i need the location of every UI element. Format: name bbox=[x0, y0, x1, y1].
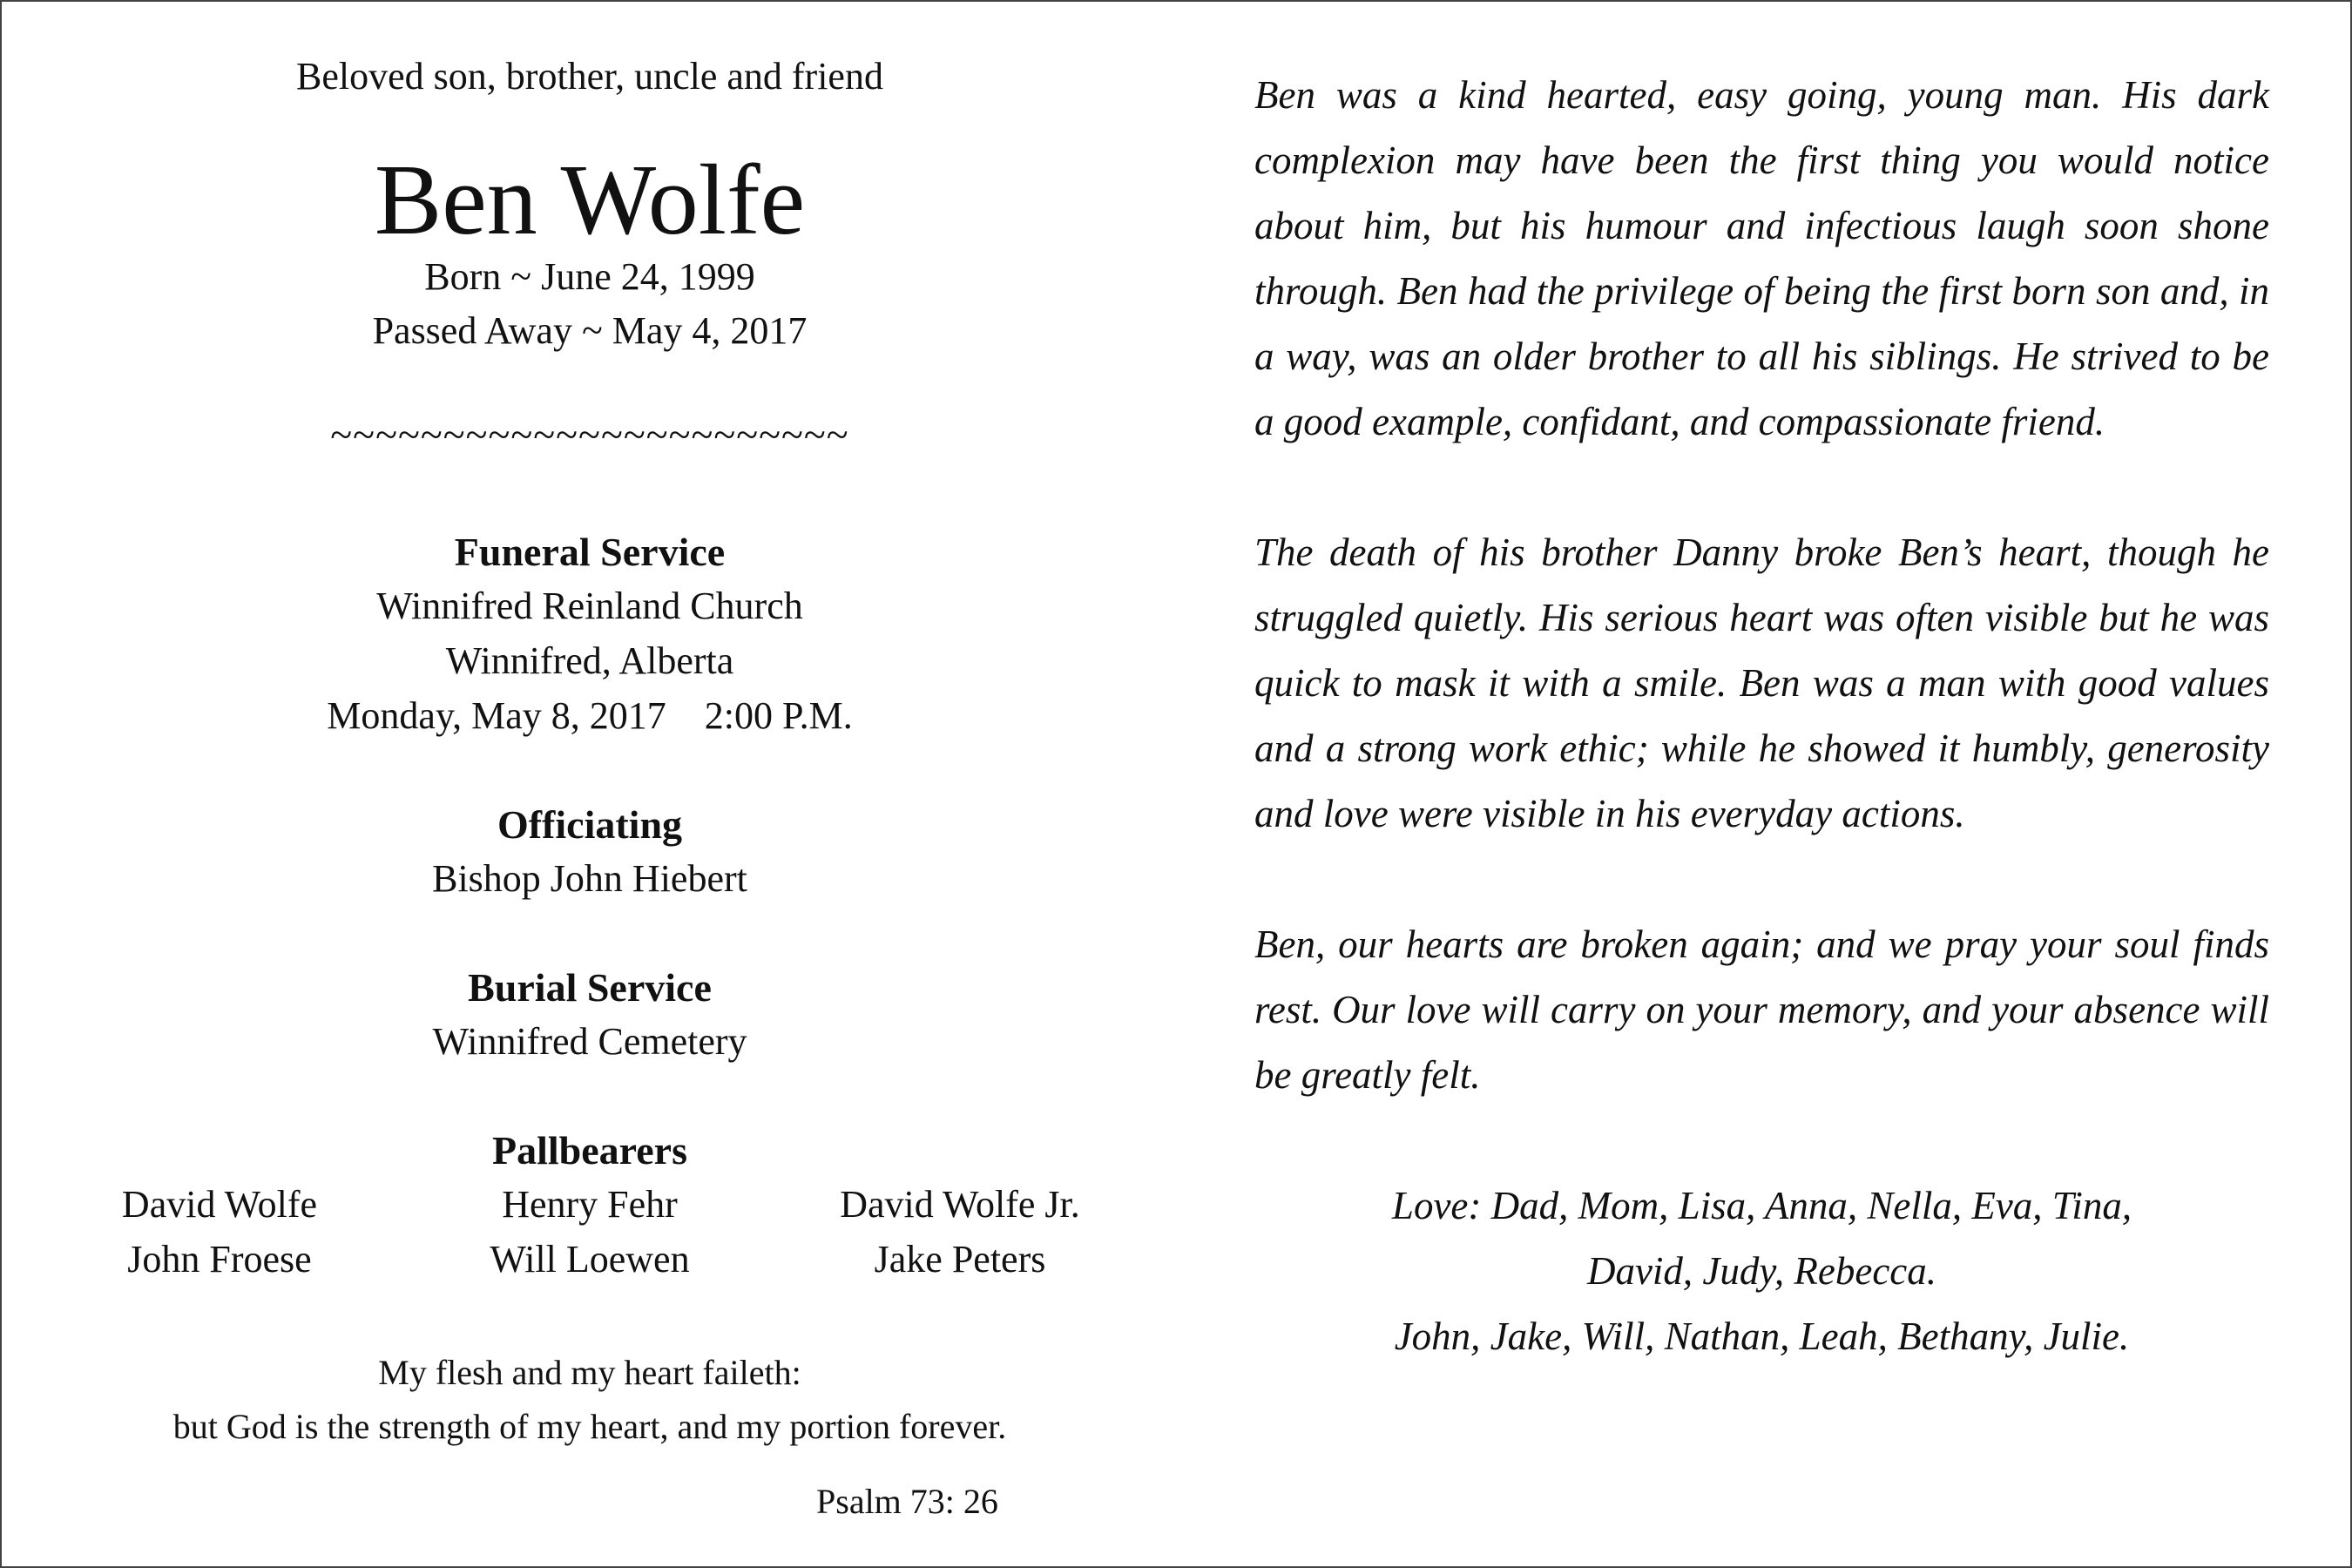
birth-date: Born ~ June 24, 1999 bbox=[424, 255, 755, 298]
verse-citation: Psalm 73: 26 bbox=[816, 1482, 998, 1521]
pallbearers-row bbox=[2, 1237, 1178, 1286]
burial-service-heading: Burial Service bbox=[468, 965, 712, 1010]
funeral-service-heading: Funeral Service bbox=[454, 530, 726, 574]
deceased-name: Ben Wolfe bbox=[374, 145, 806, 256]
verse-line-1: My flesh and my heart faileth: bbox=[378, 1353, 801, 1392]
pallbearer-name: John Froese bbox=[127, 1238, 312, 1281]
divider: ~~~~~~~~~~~~~~~~~~~~~~~ bbox=[330, 412, 849, 456]
family-signoff bbox=[1254, 1173, 2269, 1369]
funeral-date: Monday, May 8, 2017 bbox=[327, 694, 666, 737]
pallbearer-name: Jake Peters bbox=[874, 1238, 1046, 1281]
family-line: John, Jake, Will, Nathan, Leah, Bethany, Julie. bbox=[1394, 1315, 2130, 1358]
tribute-paragraph: Ben was a kind hearted, easy going, young man. His dark complexion may have been the first thing you would notice about him, but his humour and infectious laugh soon shone through. Ben had the privilege of being the first born son and, in a way, was an older brother to all his siblings. He strived to be a good example, confidant, and compassionate friend. bbox=[1254, 73, 2269, 443]
tribute-paragraph: The death of his brother Danny broke Ben’s heart, though he struggled quietly. His serious heart was often visible but he was quick to mask it with a smile. Ben was a man with good values and a strong work ethic; while he showed it humbly, generosity and love were visible in his everyday actions. bbox=[1254, 531, 2269, 835]
pallbearers-heading: Pallbearers bbox=[492, 1128, 687, 1173]
funeral-datetime bbox=[2, 693, 1178, 738]
funeral-town: Winnifred, Alberta bbox=[445, 639, 734, 682]
left-panel bbox=[2, 2, 1178, 1566]
pallbearers-row bbox=[2, 1182, 1178, 1231]
family-line: David, Judy, Rebecca. bbox=[1586, 1249, 1937, 1293]
pallbearer-name: Henry Fehr bbox=[502, 1183, 678, 1226]
death-date: Passed Away ~ May 4, 2017 bbox=[372, 309, 808, 352]
pallbearer-name: David Wolfe Jr. bbox=[840, 1183, 1080, 1226]
family-line: Love: Dad, Mom, Lisa, Anna, Nella, Eva, Tina, bbox=[1391, 1184, 2132, 1227]
pallbearer-name: David Wolfe bbox=[121, 1183, 318, 1226]
funeral-time: 2:00 P.M. bbox=[704, 694, 853, 737]
tribute-paragraph: Ben, our hearts are broken again; and we pray your soul finds rest. Our love will carry on your memory, and your absence will be greatly felt. bbox=[1254, 923, 2269, 1097]
burial-place: Winnifred Cemetery bbox=[432, 1020, 747, 1063]
officiant-name: Bishop John Hiebert bbox=[432, 857, 747, 900]
pallbearer-name: Will Loewen bbox=[490, 1238, 690, 1281]
right-panel bbox=[1254, 63, 2269, 1369]
verse-line-2: but God is the strength of my heart, and my portion forever. bbox=[172, 1407, 1007, 1446]
officiating-heading: Officiating bbox=[497, 802, 683, 847]
funeral-place: Winnifred Reinland Church bbox=[376, 585, 803, 627]
tagline: Beloved son, brother, uncle and friend bbox=[296, 55, 883, 98]
